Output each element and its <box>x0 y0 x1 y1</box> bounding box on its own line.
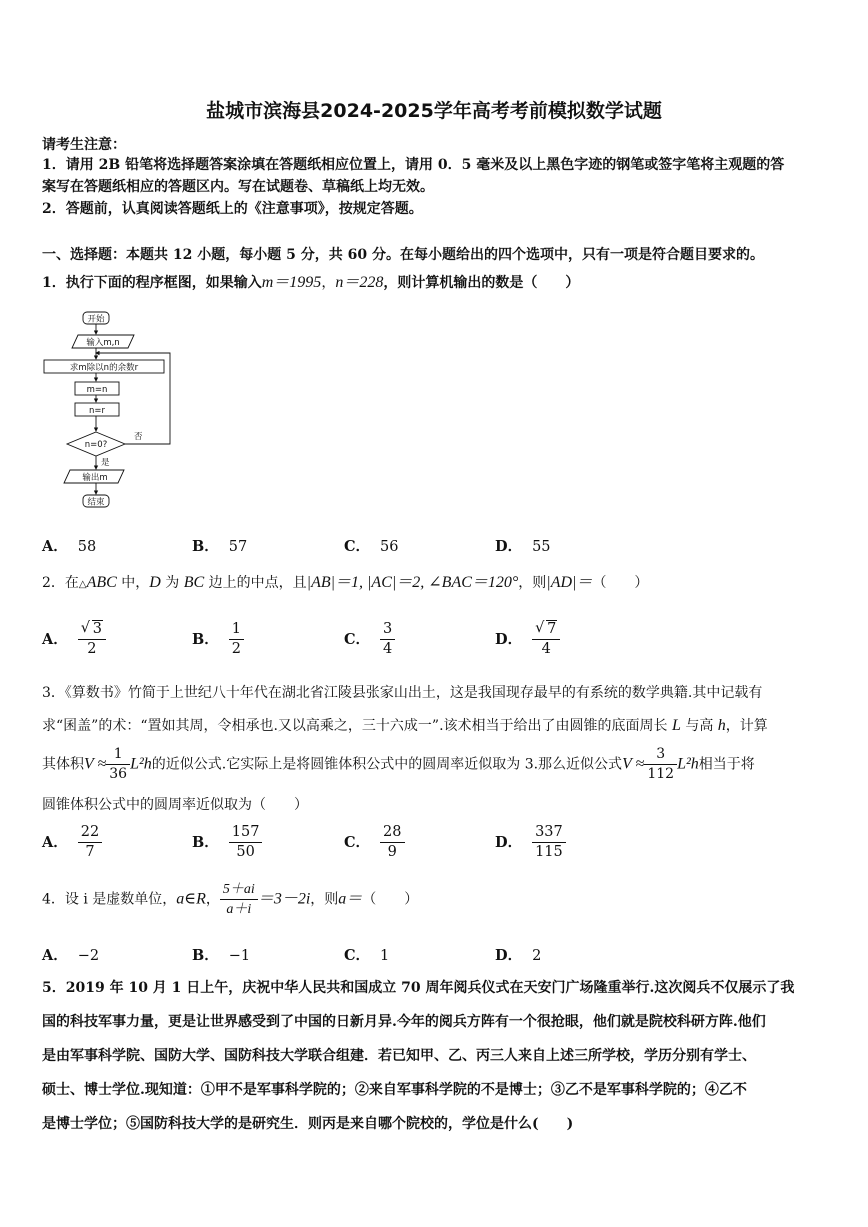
q3-line-2: 求“囷盖”的术：“置如其周，令相承也.又以高乘之，三十六成一”.该术相当于给出了由圆锥的底面周长 L 与高 h，计算 <box>42 717 768 734</box>
flow-assign-m-text: m=n <box>86 385 108 395</box>
q5-line-5: 是博士学位；⑤国防科技大学的是研究生．则丙是来自哪个院校的，学位是什么( ) <box>42 1116 574 1132</box>
q5-line-4: 硕士、博士学位.现知道：①甲不是军事科学院的；②来自军事科学院的不是博士；③乙不是军事科学院的；④乙不 <box>42 1082 747 1098</box>
q4-option-b[interactable]: B． −1 <box>192 947 251 964</box>
flow-yes-label: 是 <box>101 458 110 468</box>
q4-stem: 4．设 i 是虚数单位，a∈R， $\frac{5+ai}{a+i}$ ＝3－2i，则a＝（ ） <box>42 882 419 917</box>
exam-title: 盐城市滨海县2024-2025学年高考考前模拟数学试题 <box>206 100 662 122</box>
q2-option-a[interactable]: A． √ $\frac{3}{2}$ <box>42 620 106 659</box>
notice-line-1b: 案写在答题纸相应的答题区内。写在试题卷、草稿纸上均无效。 <box>42 179 434 195</box>
q1-stem: 1．执行下面的程序框图，如果输入m＝1995，n＝228，则计算机输出的数是（ ） <box>42 274 580 291</box>
notice-heading: 请考生注意： <box>42 137 126 153</box>
q4-option-c[interactable]: C． 1 <box>344 947 390 964</box>
flow-condition-text: n=0? <box>84 440 108 450</box>
flow-remainder-text: 求m除以n的余数r <box>69 363 139 373</box>
q1-option-b[interactable]: B． 57 <box>192 538 248 555</box>
q2-option-d[interactable]: D． √ $\frac{7}{4}$ <box>495 620 560 659</box>
q2-stem: 2．在△ABC 中，D 为 BC 边上的中点，且|AB|＝1, |AC|＝2, ∠BAC＝120°，则|AD|＝（ ） <box>42 574 649 591</box>
q1-option-a[interactable]: A． 58 <box>42 538 97 555</box>
q3-line-4: 圆锥体积公式中的圆周率近似取为（ ） <box>42 797 308 813</box>
q3-line-1: 3．《算数书》竹简于上世纪八十年代在湖北省江陵县张家山出土，这是我国现存最早的有系统的数学典籍.其中记载有 <box>42 685 763 701</box>
q3-option-d[interactable]: D． $\frac{337}{115}$ <box>495 823 566 862</box>
flow-input-text: 输入m,n <box>86 338 120 348</box>
q2-option-c[interactable]: C． $\frac{3}{4}$ <box>344 620 395 659</box>
q4-option-a[interactable]: A． −2 <box>42 947 100 964</box>
section-heading: 一、选择题：本题共 12 小题，每小题 5 分，共 60 分。在每小题给出的四个选项中，只有一项是符合题目要求的。 <box>42 247 764 263</box>
q1-flowchart <box>40 308 180 513</box>
notice-line-1: 1．请用 2B 铅笔将选择题答案涂填在答题纸相应位置上，请用 0．5 毫米及以上黑色字迹的钢笔或签字笔将主观题的答 <box>42 157 785 173</box>
q3-option-b[interactable]: B． $\frac{157}{50}$ <box>192 823 262 862</box>
notice-line-2: 2．答题前，认真阅读答题纸上的《注意事项》，按规定答题。 <box>42 201 423 217</box>
flow-end-text: 结束 <box>87 497 105 508</box>
q3-option-a[interactable]: A． $\frac{22}{7}$ <box>42 823 102 862</box>
q3-line-3: 其体积V ≈ $\frac{1}{36}$ L²h的近似公式.它实际上是将圆锥体积公式中的圆周率近似取为 3.那么近似公式V ≈ $\frac{3}{112}$ L²h相当于将 <box>42 746 755 782</box>
q4-option-d[interactable]: D． 2 <box>495 947 542 964</box>
flow-start-text: 开始 <box>87 314 105 325</box>
q2-option-b[interactable]: B． $\frac{1}{2}$ <box>192 620 244 659</box>
q5-line-1: 5．2019 年 10 月 1 日上午，庆祝中华人民共和国成立 70 周年阅兵仪式在天安门广场隆重举行.这次阅兵不仅展示了我 <box>42 980 795 996</box>
flow-assign-n-text: n=r <box>88 406 106 416</box>
flow-output-text: 输出m <box>82 473 108 483</box>
q5-line-3: 是由军事科学院、国防大学、国防科技大学联合组建．若已知甲、乙、丙三人来自上述三所学校，学历分别有学士、 <box>42 1048 756 1064</box>
q1-option-d[interactable]: D． 55 <box>495 538 551 555</box>
q1-option-c[interactable]: C． 56 <box>344 538 399 555</box>
q5-line-2: 国的科技军事力量，更是让世界感受到了中国的日新月异.今年的阅兵方阵有一个很抢眼，他们就是院校科研方阵.他们 <box>42 1014 766 1030</box>
q3-option-c[interactable]: C． $\frac{28}{9}$ <box>344 823 405 862</box>
flow-no-label: 否 <box>134 432 143 442</box>
